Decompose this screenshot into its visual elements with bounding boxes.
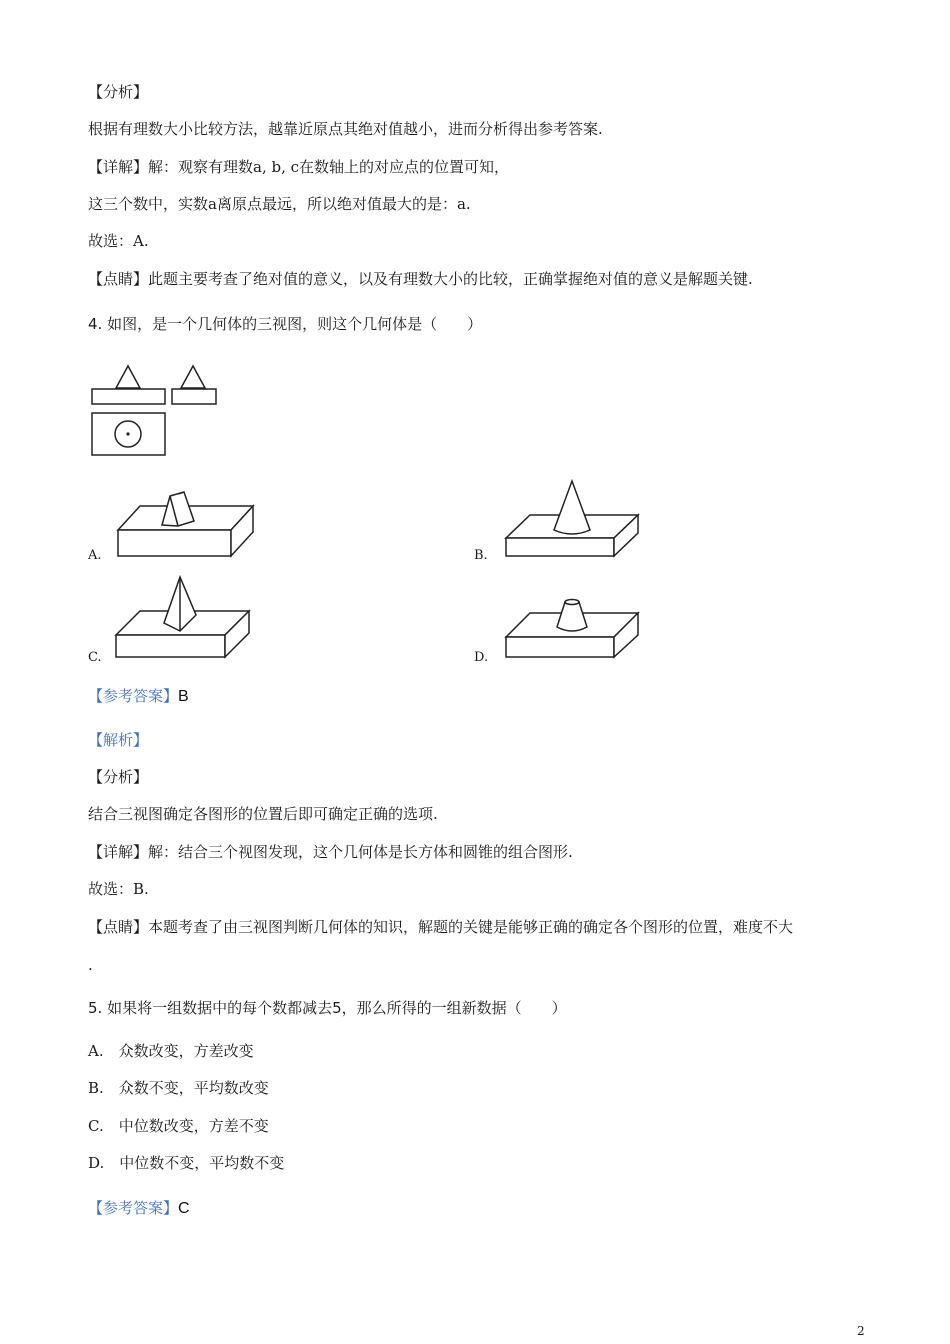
choice-text: 故选：A. xyxy=(88,232,149,250)
comment-tag: 【点睛】 xyxy=(88,918,149,936)
option-d-figure xyxy=(502,595,644,661)
top-view-dot xyxy=(126,432,129,435)
option-a-label: A. xyxy=(88,548,102,563)
detail-line xyxy=(88,157,509,177)
option-c-label: C. xyxy=(88,650,102,665)
detail-tag: 【详解】 xyxy=(88,843,149,861)
comment-text: 本题考查了由三视图判断几何体的知识，解题的关键是能够正确的确定各个图形的位置，难度不大 xyxy=(148,918,794,936)
side-view-triangle xyxy=(181,366,205,388)
detail-line-q4 xyxy=(88,842,573,862)
comment-text: 此题主要考查了绝对值的意义，以及有理数大小的比较，正确掌握绝对值的意义是解题关键. xyxy=(148,270,753,288)
answer-value: C xyxy=(178,1200,190,1217)
question-4-stem: 4. 如图，是一个几何体的三视图，则这个几何体是（ ） xyxy=(88,315,483,333)
detail-text: 解：观察有理数a, b, c在数轴上的对应点的位置可知， xyxy=(148,158,510,176)
choice-text-q4: 故选：B. xyxy=(88,880,149,898)
answer-tag: 【参考答案】 xyxy=(88,687,179,705)
q5-option-d: D. 中位数不变，平均数不变 xyxy=(88,1154,285,1172)
q5-option-c: C. 中位数改变，方差不变 xyxy=(88,1117,269,1135)
option-b-label: B. xyxy=(474,548,488,563)
answer-line-q5 xyxy=(88,1198,190,1219)
side-view-rect xyxy=(172,389,216,404)
front-view-triangle xyxy=(116,366,140,388)
option-d-label: D. xyxy=(474,650,489,665)
option-a-figure xyxy=(112,488,257,560)
front-view-rect xyxy=(92,389,165,404)
analysis-heading-q4: 【分析】 xyxy=(88,768,149,786)
answer-value: B xyxy=(178,688,189,705)
answer-tag: 【参考答案】 xyxy=(88,1199,179,1217)
jiexi-heading: 【解析】 xyxy=(88,731,149,749)
detail-tag: 【详解】 xyxy=(88,158,149,176)
option-b-figure xyxy=(502,478,644,560)
comment-tag: 【点睛】 xyxy=(88,270,149,288)
answer-line-q4 xyxy=(88,686,189,707)
comment-end: . xyxy=(88,956,93,974)
analysis-text: 根据有理数大小比较方法，越靠近原点其绝对值越小，进而分析得出参考答案. xyxy=(88,120,603,138)
analysis-text-q4: 结合三视图确定各图形的位置后即可确定正确的选项. xyxy=(88,805,438,823)
question-5-stem: 5. 如果将一组数据中的每个数都减去5，那么所得的一组新数据（ ） xyxy=(88,999,567,1017)
option-c-figure xyxy=(112,575,254,661)
detail-text-2: 这三个数中，实数a离原点最远，所以绝对值最大的是：a. xyxy=(88,195,471,213)
page-number: 2 xyxy=(857,1324,865,1338)
three-view-figure xyxy=(88,360,223,460)
detail-text: 解：结合三个视图发现，这个几何体是长方体和圆锥的组合图形. xyxy=(148,843,573,861)
comment-line xyxy=(88,269,753,289)
q5-option-b: B. 众数不变，平均数改变 xyxy=(88,1079,269,1097)
comment-line-q4 xyxy=(88,917,793,937)
q5-option-a: A. 众数改变，方差改变 xyxy=(88,1042,254,1060)
analysis-heading: 【分析】 xyxy=(88,83,149,101)
